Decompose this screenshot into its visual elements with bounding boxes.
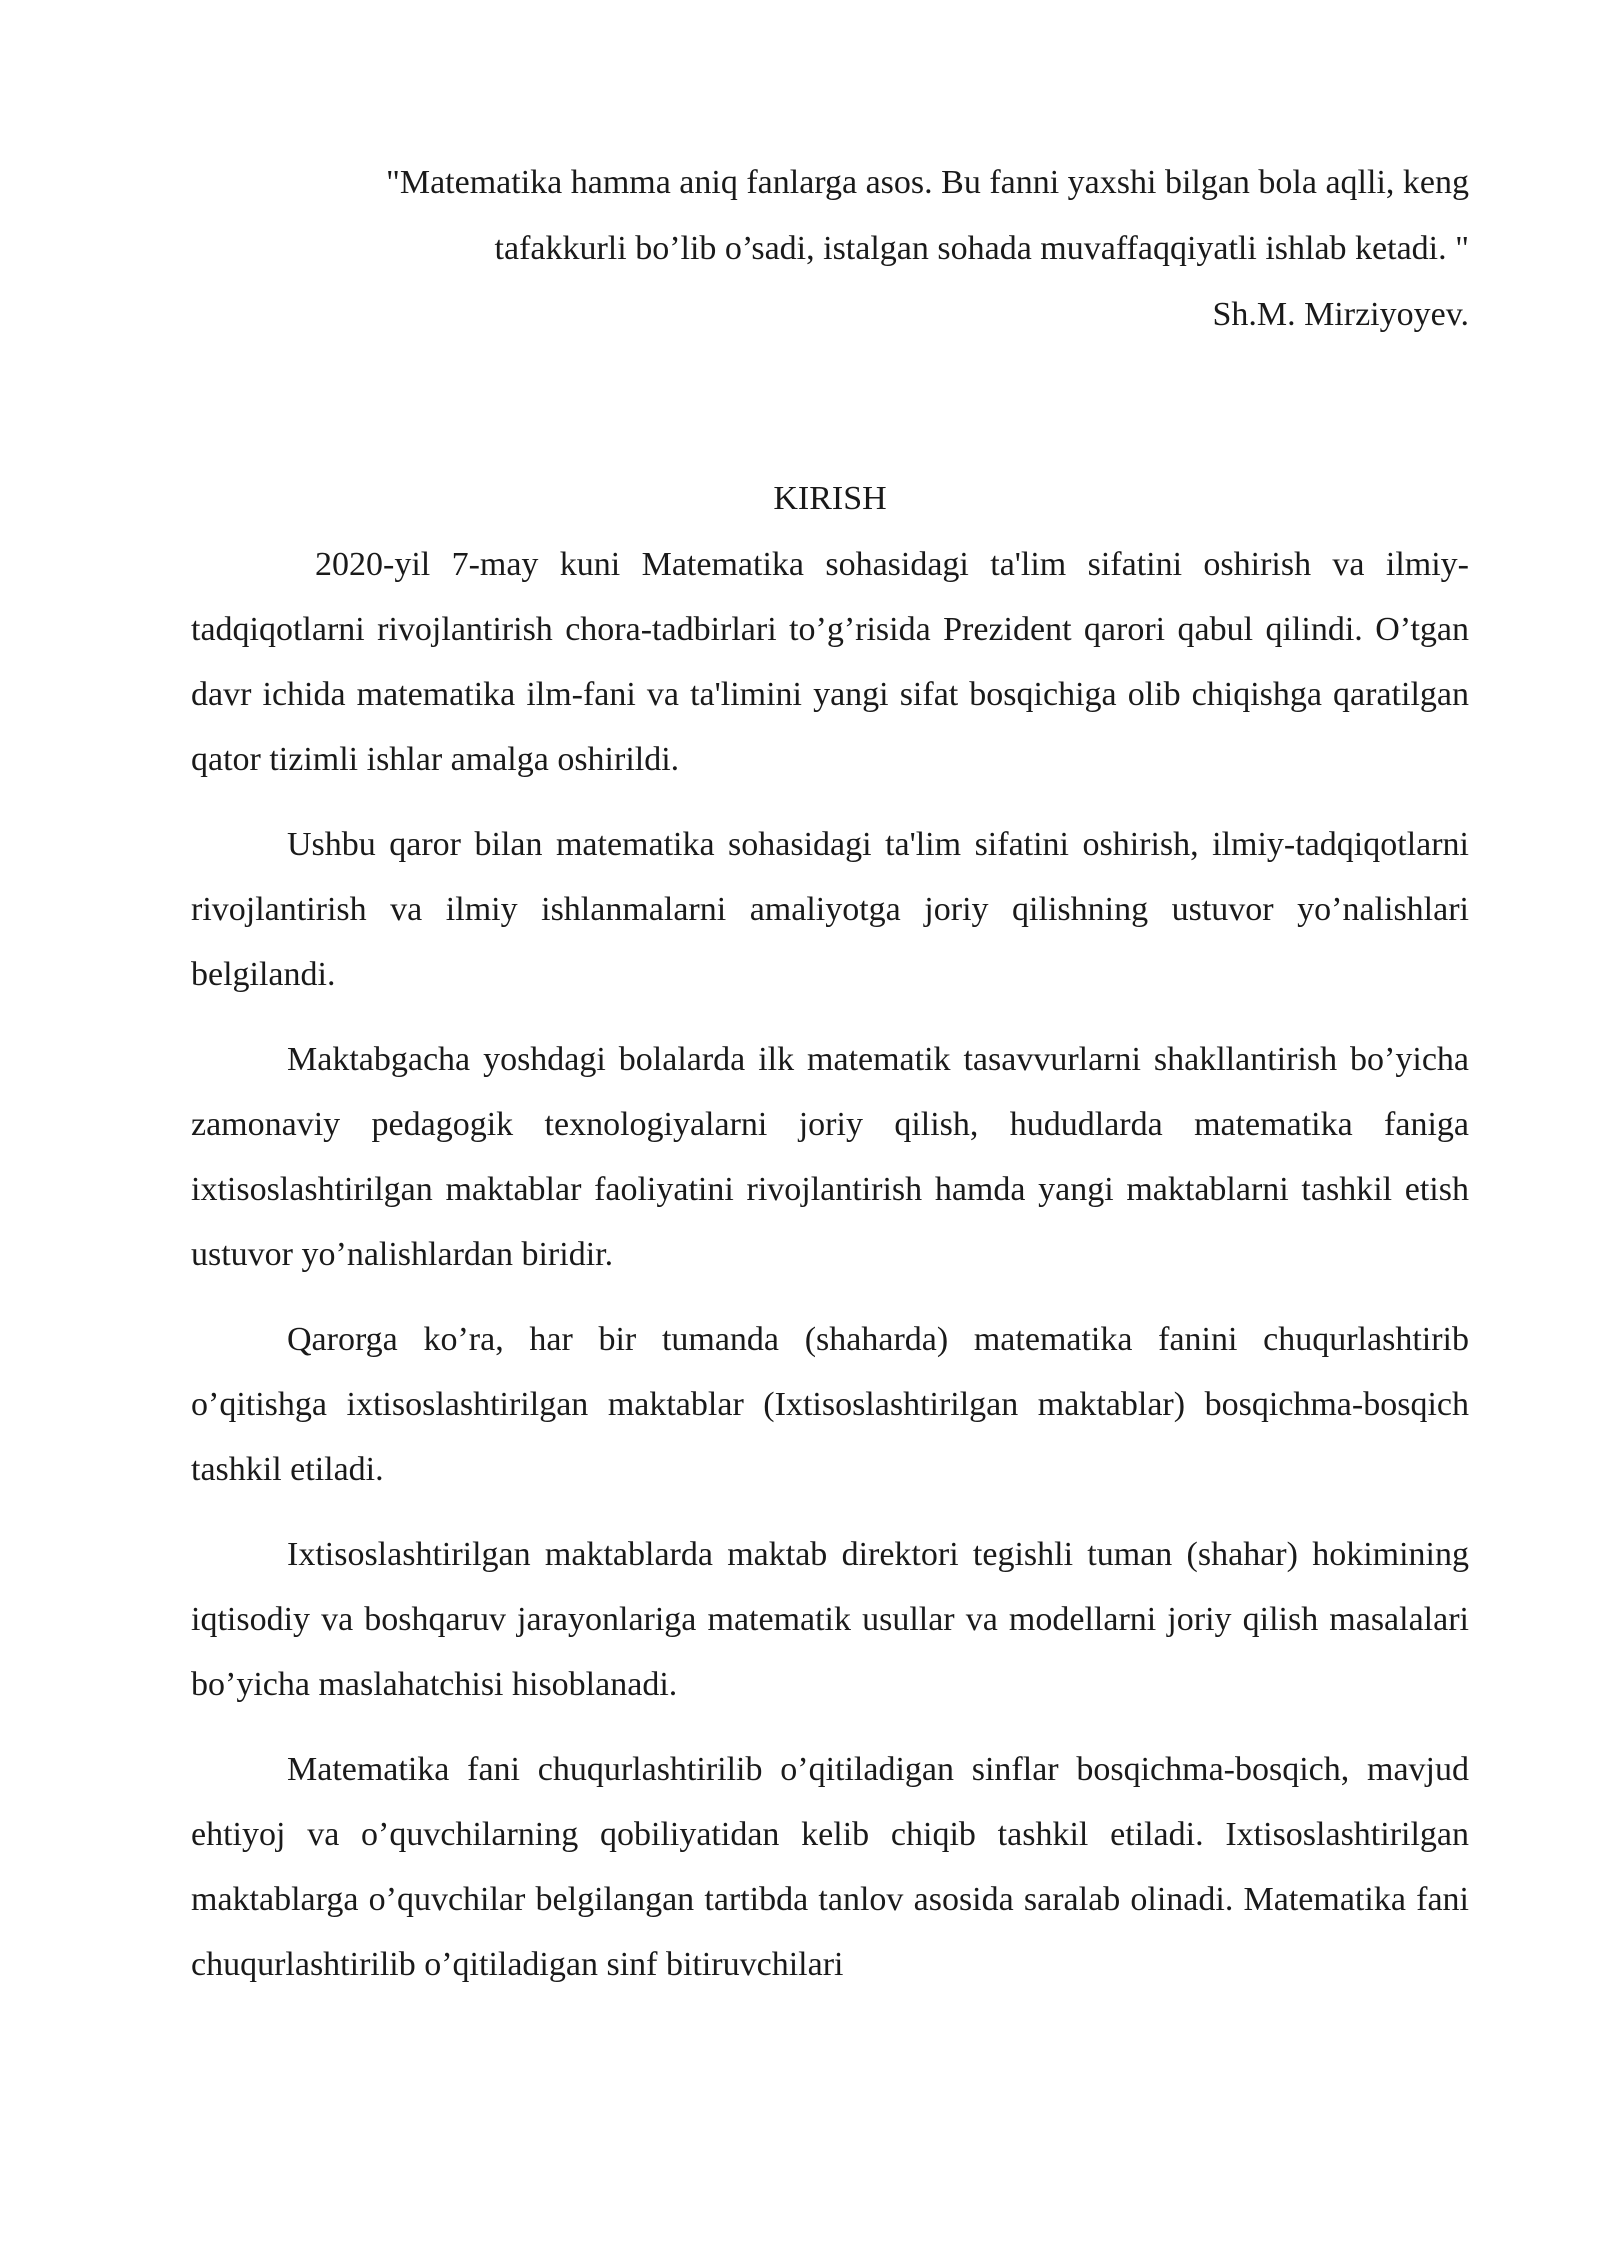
- epigraph-line-1: "Matematika hamma aniq fanlarga asos. Bu fanni yaxshi bilgan bola aqlli, keng: [385, 164, 1469, 201]
- paragraph-6: Matematika fani chuqurlashtirilib o’qitiladigan sinflar bosqichma-bosqich, mavjud ehtiyoj va o’quvchilarning qobiliyatidan kelib chiqib tashkil etiladi. Ixtisoslashtirilgan maktablarga o’quvchilar belgilangan tartibda tanlov asosida saralab olinadi. Matematika fani chuqurlashtirilib o’qitiladigan sinf bitiruvchilari: [191, 1751, 1469, 1983]
- section-heading: KIRISH: [773, 480, 887, 517]
- paragraph-4: Qarorga ko’ra, har bir tumanda (shaharda) matematika fanini chuqurlashtirib o’qitishga ixtisoslashtirilgan maktablar (Ixtisoslashtirilgan maktablar) bosqichma-bosqich tashkil etiladi.: [191, 1321, 1469, 1488]
- document-page: [191, 150, 1469, 2017]
- epigraph-author: Sh.M. Mirziyoyev.: [1212, 296, 1469, 333]
- paragraph-5: Ixtisoslashtirilgan maktablarda maktab direktori tegishli tuman (shahar) hokimining iqtisodiy va boshqaruv jarayonlariga matematik usullar va modellarni joriy qilish masalalari bo’yicha maslahatchisi hisoblanadi.: [191, 1536, 1469, 1703]
- epigraph-line-2: tafakkurli bo’lib o’sadi, istalgan sohada muvaffaqqiyatli ishlab ketadi. ": [494, 230, 1469, 267]
- paragraph-3: Maktabgacha yoshdagi bolalarda ilk matematik tasavvurlarni shakllantirish bo’yicha zamonaviy pedagogik texnologiyalarni joriy qilish, hududlarda matematika faniga ixtisoslashtirilgan maktablar faoliyatini rivojlantirish hamda yangi maktablarni tashkil etish ustuvor yo’nalishlardan biridir.: [191, 1041, 1469, 1273]
- paragraph-1: 2020-yil 7-may kuni Matematika sohasidagi ta'lim sifatini oshirish va ilmiy-tadqiqotlarni rivojlantirish chora-tadbirlari to’g’risida Prezident qarori qabul qilindi. O’tgan davr ichida matematika ilm-fani va ta'limini yangi sifat bosqichiga olib chiqishga qaratilgan qator tizimli ishlar amalga oshirildi.: [191, 546, 1469, 778]
- epigraph-quote: [191, 150, 1469, 282]
- paragraph-2: Ushbu qaror bilan matematika sohasidagi ta'lim sifatini oshirish, ilmiy-tadqiqotlarni rivojlantirish va ilmiy ishlanmalarni amaliyotga joriy qilishning ustuvor yo’nalishlari belgilandi.: [191, 826, 1469, 993]
